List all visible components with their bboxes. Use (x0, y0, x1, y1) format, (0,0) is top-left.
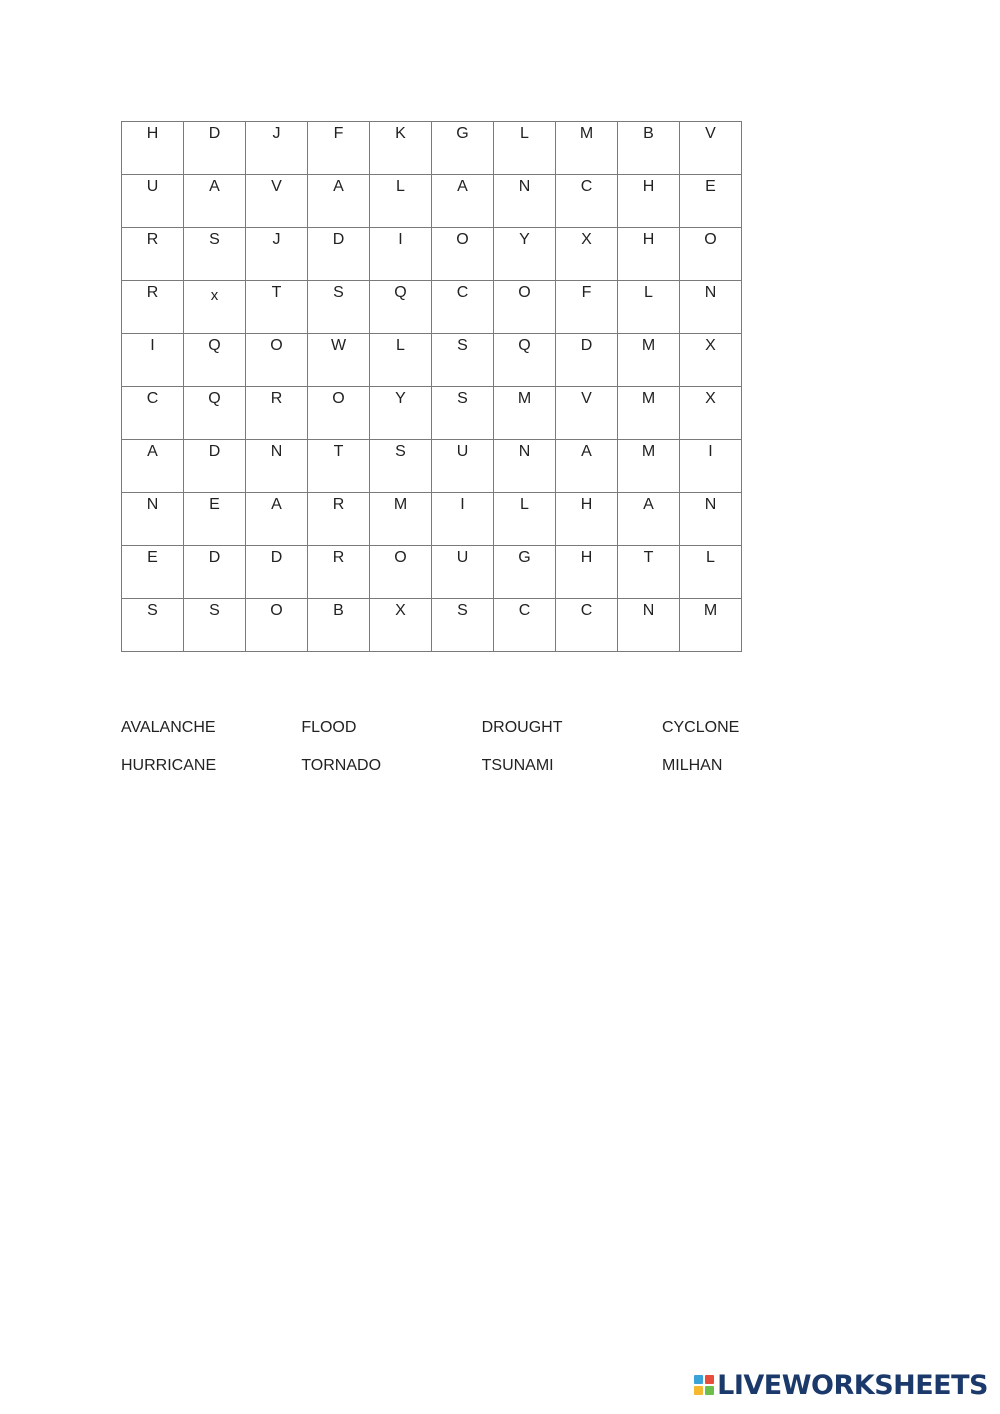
grid-cell[interactable]: S (184, 599, 246, 652)
logo-block-red (705, 1375, 714, 1384)
grid-cell[interactable]: M (618, 387, 680, 440)
grid-row (122, 387, 742, 440)
grid-cell[interactable]: A (308, 175, 370, 228)
grid-cell[interactable]: N (246, 440, 308, 493)
grid-cell[interactable]: L (370, 175, 432, 228)
word-list-row (121, 709, 761, 747)
grid-cell[interactable]: I (680, 440, 742, 493)
grid-cell[interactable]: N (680, 493, 742, 546)
grid-cell[interactable]: C (556, 175, 618, 228)
word-list-item: TSUNAMI (481, 757, 554, 774)
grid-cell[interactable]: H (556, 493, 618, 546)
grid-cell[interactable]: S (432, 334, 494, 387)
grid-cell[interactable]: A (556, 440, 618, 493)
grid-cell[interactable]: L (494, 493, 556, 546)
word-list-item: TORNADO (301, 757, 382, 774)
grid-cell[interactable]: R (122, 281, 184, 334)
grid-cell[interactable]: B (618, 122, 680, 175)
grid-cell[interactable]: W (308, 334, 370, 387)
grid-cell[interactable]: K (370, 122, 432, 175)
word-list-item: DROUGHT (481, 719, 563, 736)
grid-cell[interactable]: E (680, 175, 742, 228)
grid-cell[interactable]: M (494, 387, 556, 440)
grid-cell[interactable]: I (432, 493, 494, 546)
grid-cell[interactable]: O (370, 546, 432, 599)
grid-cell[interactable]: R (308, 546, 370, 599)
grid-row (122, 440, 742, 493)
grid-cell[interactable]: A (246, 493, 308, 546)
grid-cell[interactable]: J (246, 228, 308, 281)
grid-cell[interactable]: A (122, 440, 184, 493)
grid-cell[interactable]: E (122, 546, 184, 599)
grid-cell[interactable]: H (618, 175, 680, 228)
word-list-item: MILHAN (661, 757, 723, 774)
brand-wordmark: LIVEWORKSHEETS (717, 1369, 988, 1401)
grid-cell[interactable]: X (370, 599, 432, 652)
grid-cell[interactable]: S (370, 440, 432, 493)
word-list-item: AVALANCHE (121, 719, 216, 736)
grid-cell[interactable]: O (246, 599, 308, 652)
grid-cell[interactable]: M (370, 493, 432, 546)
word-search-grid (121, 121, 742, 652)
grid-cell[interactable]: L (618, 281, 680, 334)
grid-cell[interactable]: Y (370, 387, 432, 440)
grid-cell[interactable]: A (184, 175, 246, 228)
grid-cell[interactable]: Q (184, 334, 246, 387)
grid-cell[interactable]: L (680, 546, 742, 599)
grid-cell[interactable]: Y (494, 228, 556, 281)
grid-cell[interactable]: H (556, 546, 618, 599)
grid-cell[interactable]: N (494, 175, 556, 228)
grid-cell[interactable]: D (556, 334, 618, 387)
grid-cell[interactable]: S (122, 599, 184, 652)
grid-cell[interactable]: H (122, 122, 184, 175)
grid-cell[interactable]: D (184, 440, 246, 493)
grid-cell[interactable]: M (618, 334, 680, 387)
grid-cell[interactable]: T (308, 440, 370, 493)
grid-cell[interactable]: H (618, 228, 680, 281)
grid-cell[interactable]: N (618, 599, 680, 652)
grid-row (122, 228, 742, 281)
logo-block-yellow (694, 1386, 703, 1395)
grid-cell[interactable]: E (184, 493, 246, 546)
grid-cell[interactable]: X (680, 334, 742, 387)
grid-cell[interactable]: B (308, 599, 370, 652)
grid-cell[interactable]: A (432, 175, 494, 228)
grid-cell[interactable]: U (432, 546, 494, 599)
grid-cell[interactable]: X (680, 387, 742, 440)
grid-cell[interactable]: Q (370, 281, 432, 334)
grid-cell[interactable]: U (122, 175, 184, 228)
grid-row (122, 546, 742, 599)
grid-cell[interactable]: R (122, 228, 184, 281)
grid-cell[interactable]: C (494, 599, 556, 652)
grid-cell[interactable]: O (680, 228, 742, 281)
grid-row (122, 175, 742, 228)
grid-cell[interactable]: N (494, 440, 556, 493)
grid-cell[interactable]: D (184, 122, 246, 175)
grid-cell[interactable]: V (680, 122, 742, 175)
grid-cell[interactable]: O (432, 228, 494, 281)
grid-cell[interactable]: M (618, 440, 680, 493)
grid-cell[interactable]: C (432, 281, 494, 334)
grid-cell[interactable]: N (680, 281, 742, 334)
grid-cell[interactable]: L (494, 122, 556, 175)
word-list-item: HURRICANE (121, 757, 217, 774)
grid-row (122, 334, 742, 387)
grid-cell[interactable]: O (246, 334, 308, 387)
grid-cell[interactable]: S (184, 228, 246, 281)
grid-row (122, 493, 742, 546)
grid-cell[interactable]: S (308, 281, 370, 334)
grid-cell[interactable]: O (494, 281, 556, 334)
grid-cell[interactable]: I (370, 228, 432, 281)
grid-cell[interactable]: Q (494, 334, 556, 387)
grid-cell[interactable]: F (556, 281, 618, 334)
word-list-item: CYCLONE (661, 719, 740, 736)
word-list-row (121, 747, 761, 785)
grid-row (122, 122, 742, 175)
grid-cell[interactable]: C (556, 599, 618, 652)
grid-cell[interactable]: A (618, 493, 680, 546)
grid-cell[interactable]: Q (184, 387, 246, 440)
grid-cell[interactable]: L (370, 334, 432, 387)
grid-cell[interactable]: D (184, 546, 246, 599)
grid-cell[interactable]: J (246, 122, 308, 175)
grid-cell[interactable]: C (122, 387, 184, 440)
grid-row (122, 599, 742, 652)
grid-cell[interactable]: X (556, 228, 618, 281)
grid-cell[interactable]: S (432, 599, 494, 652)
grid-cell[interactable]: V (556, 387, 618, 440)
grid-cell[interactable]: M (556, 122, 618, 175)
logo-block-blue (694, 1375, 703, 1384)
grid-cell[interactable]: D (246, 546, 308, 599)
liveworksheets-logo-icon (693, 1373, 715, 1397)
grid-cell[interactable]: D (308, 228, 370, 281)
grid-cell[interactable]: T (246, 281, 308, 334)
grid-cell[interactable]: T (618, 546, 680, 599)
word-list-item: FLOOD (301, 719, 357, 736)
grid-cell[interactable]: F (308, 122, 370, 175)
logo-block-green (705, 1386, 714, 1395)
grid-row (122, 281, 742, 334)
grid-cell[interactable]: x (184, 281, 246, 334)
grid-cell[interactable]: R (308, 493, 370, 546)
liveworksheets-brand[interactable] (693, 1368, 988, 1402)
grid-cell[interactable]: G (432, 122, 494, 175)
grid-cell[interactable]: I (122, 334, 184, 387)
word-list (121, 709, 761, 785)
grid-cell[interactable]: V (246, 175, 308, 228)
grid-cell[interactable]: G (494, 546, 556, 599)
grid-cell[interactable]: S (432, 387, 494, 440)
grid-cell[interactable]: N (122, 493, 184, 546)
grid-cell[interactable]: M (680, 599, 742, 652)
grid-cell[interactable]: U (432, 440, 494, 493)
grid-cell[interactable]: O (308, 387, 370, 440)
grid-cell[interactable]: R (246, 387, 308, 440)
